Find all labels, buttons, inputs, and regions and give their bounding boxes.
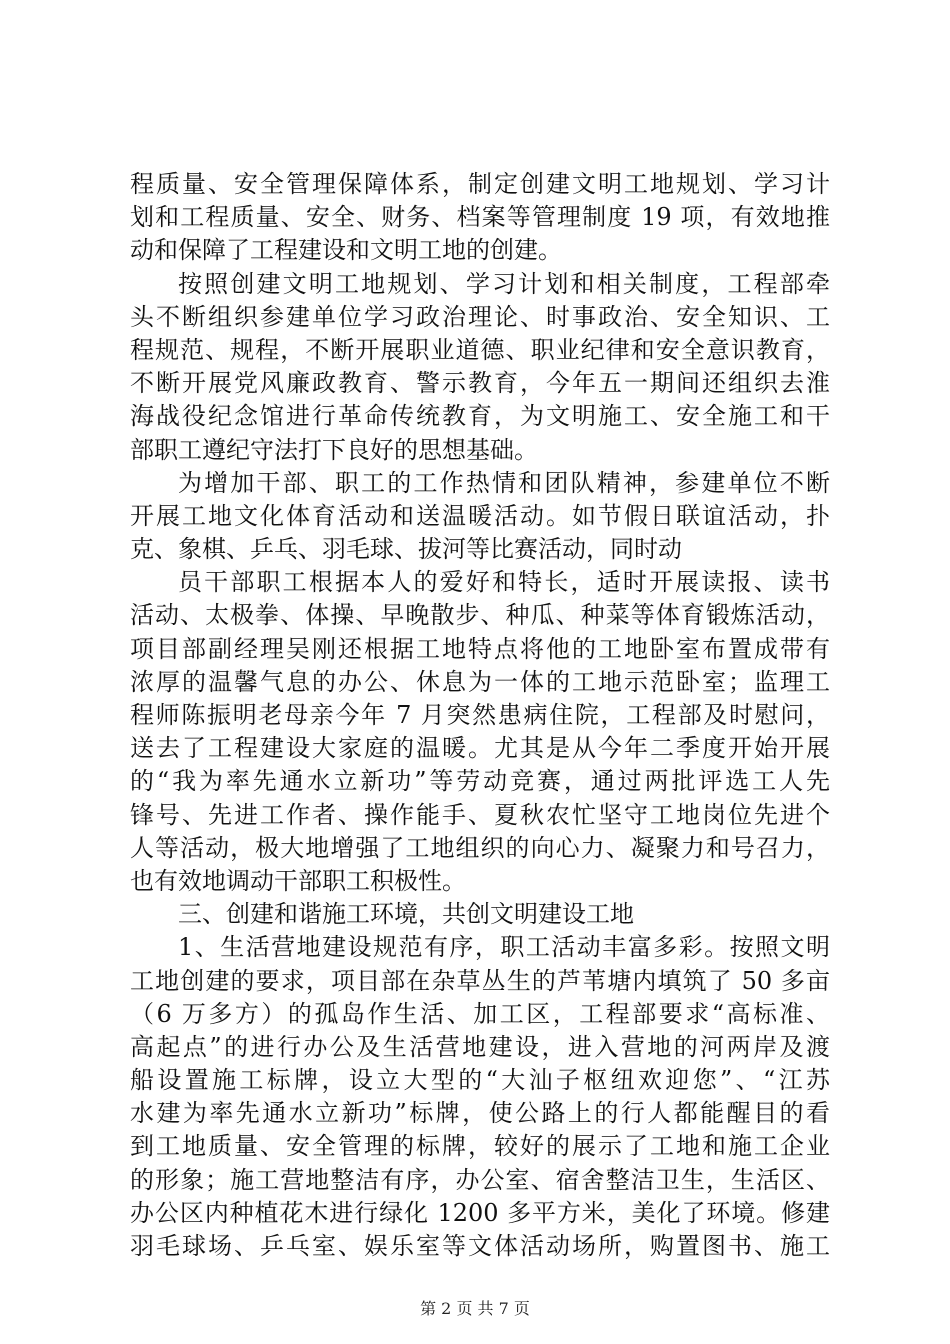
text-line: 的“我为率先通水立新功”等劳动竞赛，通过两批评选工人先	[130, 767, 830, 796]
text-line: 海战役纪念馆进行革命传统教育，为文明施工、安全施工和干	[130, 402, 830, 431]
text-line: 船设置施工标牌，设立大型的“大汕子枢纽欢迎您”、“江苏	[130, 1066, 830, 1095]
text-line: 三、创建和谐施工环境，共创文明建设工地	[178, 900, 634, 929]
text-line: 办公区内种植花木进行绿化 1200 多平方米，美化了环境。修建	[130, 1198, 830, 1227]
text-line: 克、象棋、乒乓、羽毛球、拔河等比赛活动，同时动	[130, 535, 682, 564]
text-line: 人等活动，极大地增强了工地组织的向心力、凝聚力和号召力，	[130, 833, 830, 862]
text-line: （6 万多方）的孤岛作生活、加工区，工程部要求“高标准、	[130, 999, 830, 1028]
text-line: 划和工程质量、安全、财务、档案等管理制度 19 项，有效地推	[130, 203, 830, 232]
text-line: 部职工遵纪守法打下良好的思想基础。	[130, 435, 538, 464]
text-line: 按照创建文明工地规划、学习计划和相关制度，工程部牵	[178, 269, 830, 298]
text-line: 的形象；施工营地整洁有序，办公室、宿舍整洁卫生，生活区、	[130, 1165, 830, 1194]
text-line: 也有效地调动干部职工积极性。	[130, 866, 466, 895]
page-footer: 第 2 页 共 7 页	[420, 1299, 530, 1318]
text-line: 项目部副经理吴刚还根据工地特点将他的工地卧室布置成带有	[130, 634, 830, 663]
text-line: 程师陈振明老母亲今年 7 月突然患病住院，工程部及时慰问，	[130, 701, 830, 729]
text-line: 高起点”的进行办公及生活营地建设，进入营地的河两岸及渡	[130, 1032, 830, 1061]
text-line: 开展工地文化体育活动和送温暖活动。如节假日联谊活动，扑	[130, 501, 830, 530]
text-line: 1、生活营地建设规范有序，职工活动丰富多彩。按照文明	[178, 933, 830, 962]
text-line: 不断开展党风廉政教育、警示教育，今年五一期间还组织去淮	[130, 369, 830, 398]
text-line: 浓厚的温馨气息的办公、休息为一体的工地示范卧室；监理工	[130, 667, 830, 696]
text-line: 水建为率先通水立新功”标牌，使公路上的行人都能醒目的看	[130, 1099, 830, 1128]
text-line: 程规范、规程，不断开展职业道德、职业纪律和安全意识教育，	[130, 335, 830, 364]
text-line: 羽毛球场、乒乓室、娱乐室等文体活动场所，购置图书、施工	[130, 1232, 830, 1260]
text-line: 为增加干部、职工的工作热情和团队精神，参建单位不断	[178, 468, 830, 497]
text-line: 动和保障了工程建设和文明工地的创建。	[130, 236, 562, 265]
text-line: 送去了工程建设大家庭的温暖。尤其是从今年二季度开始开展	[130, 734, 830, 763]
text-line: 到工地质量、安全管理的标牌，较好的展示了工地和施工企业	[130, 1132, 830, 1161]
document-body	[130, 168, 830, 1263]
text-line: 员干部职工根据本人的爱好和特长，适时开展读报、读书	[178, 568, 830, 597]
text-line: 锋号、先进工作者、操作能手、夏秋农忙坚守工地岗位先进个	[130, 800, 830, 829]
text-line: 工地创建的要求，项目部在杂草丛生的芦苇塘内填筑了 50 多亩	[130, 966, 830, 995]
text-line: 程质量、安全管理保障体系，制定创建文明工地规划、学习计	[130, 170, 830, 198]
text-line: 头不断组织参建单位学习政治理论、时事政治、安全知识、工	[130, 302, 830, 331]
text-line: 活动、太极拳、体操、早晚散步、种瓜、种菜等体育锻炼活动，	[130, 601, 830, 630]
